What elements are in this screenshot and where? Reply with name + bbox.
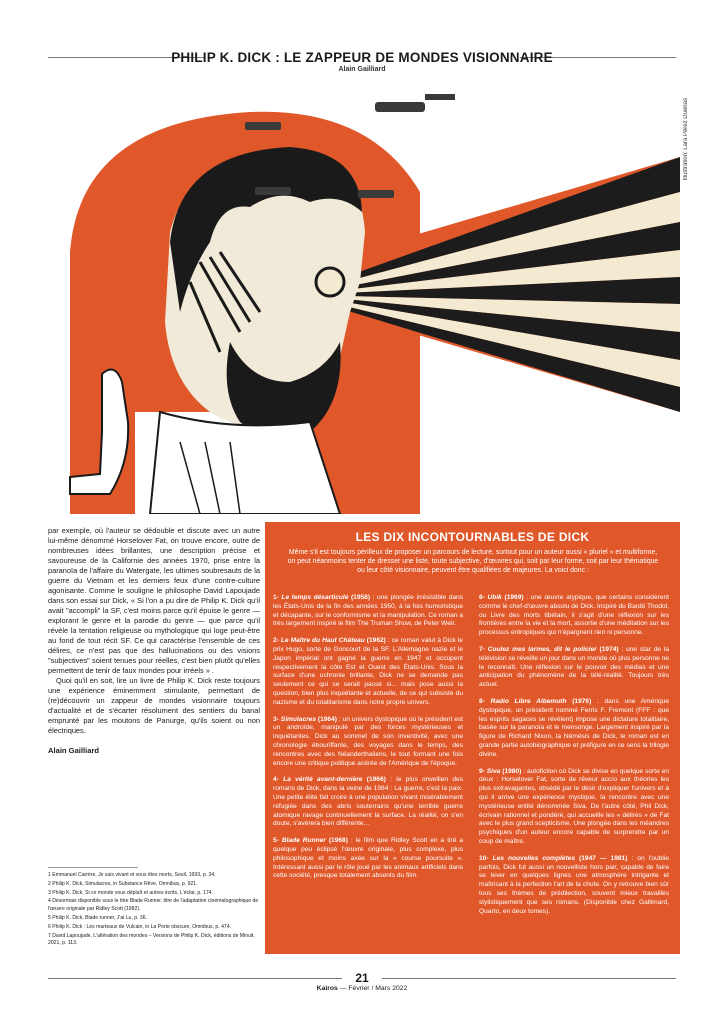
article-paragraph: Quoi qu'il en soit, lire un livre de Philip K. Dick reste toujours une expérience éminemment stimulante, permettant de (re)découvrir un zappeur de mondes visionnaire toujours d'actualité et de s'écarter résolument des sentiers du banal emprunté par les moutons de Panurge, qu'ils soient ou non électriques. (48, 676, 260, 735)
list-item: 5- Blade Runner (1968) : le film que Ridley Scott en a tiré a quelque peu éclipsé l'œuvre originale, plus complexe, plus philosophique et moins axée sur la « course poursuite ». Intéressant aussi par le rôle joué par les animaux artificiels dans cette société, presque totalement absents du film. (273, 837, 463, 880)
footnotes-rule (48, 867, 138, 868)
list-item: 10- Les nouvelles complètes (1947 — 1981) : on l'oublie parfois, Dick fut aussi un nouvelliste hors pair, capable de faire se lever en quelques lignes une atmosphère intrigante et maîtrisant à la perfection l'art de la chute. On y retrouve bien sûr tous ses thèmes de prédilection, souvent mieux travaillés stylistiquement que ses romans. (Disponible chez Gallimard, Quarto, en deux tomes). (479, 854, 669, 915)
illustration-image (40, 82, 700, 514)
box-column-left (273, 594, 463, 889)
list-item: 3- Simulacres (1964) : un univers dystopique où le président est un androïde, manipulé par des forces mystérieuses et inquiétantes. Dick au sommet de son inventivité, avec une chronologie ébouriffante, des voyages dans le temps, des rencontres avec des Néanderthaliens, le tout formant une fois encore une critique politique acérée de l'Amérique de l'époque. (273, 715, 463, 767)
portrait-shirt (150, 412, 340, 514)
article-author: Alain Gailliard (338, 66, 386, 73)
list-item: 9- Siva (1980) : autofiction où Dick se divise en quelque sorte en deux : Horselover Fat, sorte de rêveur accro aux théories les plus extravagantes, obsédé par le désir d'expliquer l'univers et à qui il arrive une expérience mystique, la rencontre avec une mystérieuse entité dénommée Siva. De l'autre côté, Phil Dick, écrivain rationnel et pondéré, qui accueille les « délires » de Fat avec le plus grand scepticisme. Une plongée dans les méandres psychiques d'un auteur encore capable de surprendre par un coup de maître. (479, 767, 669, 845)
footnote: 4 Désormais disponible sous le titre Blade Runner, titre de l'adaptation cinématographique de l'œuvre originale par Ridley Scott (1982). (48, 898, 259, 913)
footnote: 1 Emmanuel Carrère, Je suis vivant et vous êtes morts, Seuil, 1993, p. 34. (48, 872, 216, 878)
illustration-credit: Illustration: Lara Pérez Dueñas (683, 98, 689, 181)
list-item: 4- La vérité avant-dernière (1966) : le plus orwellien des romans de Dick, dans la veine de 1984 : La guerre, c'est la paix. Une petite élite fait croire à une population vivant misérablement réfugiée dans des abris souterrains qu'une terrible guerre atomique ravage continuellement la surface. La réalité, on s'en doute, s'avérera bien différente... (273, 776, 463, 828)
box-intro: Même s'il est toujours périlleux de proposer un parcours de lecture, surtout pour un auteur aussi « pluriel » et multiforme, on peut néanmoins tenter de dresser une liste, toute subjective, d'œuvres qui, soit par leur forme, soit par leur thématique ou leur côté visionnaire, peuvent être qualifiées de majeures. La voici donc : (287, 549, 659, 574)
box-column-right (479, 594, 669, 924)
footnote: 2 Philip K. Dick, Simulacres, in Substance Rêve, Omnibus, p. 921. (48, 880, 198, 887)
page-number: 21 (355, 971, 369, 985)
footnote: 6 Philip K. Dick : Les marteaux de Vulcain, in La Porte obscure, Omnibus, p. 474. (48, 923, 231, 930)
list-item: 8- Radio Libre Albemuth (1976) : dans une Amérique dystopique, un président nommé Ferris F. Fremont (FFF : que les esprits sagaces se révèlent) impose une dictature totalitaire, basée sur la paranoïa et le mensonge. Largement inspiré par la figure de Richard Nixon, la Némésis de Dick, le roman est en grande partie autobiographique et préfigure en ce sens la trilogie divine. (479, 697, 669, 758)
article-signature: Alain Gailliard (48, 746, 100, 755)
list-item: 1- Le temps désarticulé (1958) : une plongée irrésistible dans les États-Unis de la fin des années 1950, à la fois humoristique et décapante, sur le conformisme et la manipulation. Ce roman a très largement inspiré le film The Truman Show, de Peter Weir. (273, 594, 463, 628)
list-item: 2- Le Maître du Haut Château (1962) : ce roman valut à Dick le prix Hugo, sorte de Goncourt de la SF. L'Allemagne nazie et le Japon impérial ont gagné la guerre en 1947 et occupent respectivement la côte Est et Ouest des États-Unis. Sous la surface d'une uchronie brillante, Dick ne se demande pas seulement ce qui se serait passé si... mais pose aussi la question, bien plus inquiétante et actuelle, de ce qui subsiste du nazisme et du totalitarisme dans notre propre univers. (273, 637, 463, 706)
footnote: 7 David Lapoujade, L'altération des mondes – Versions de Philip K. Dick, éditions de Minuit, 2021, p. 113. (48, 932, 255, 947)
footnote: 5 Philip K. Dick, Blade runner, J'ai Lu, p. 36. (48, 914, 147, 921)
page-title: PHILIP K. DICK : LE ZAPPEUR DE MONDES VISIONNAIRE (171, 50, 553, 65)
box-title: LES DIX INCONTOURNABLES DE DICK (355, 530, 590, 544)
list-item: 6- Ubik (1969) : une œuvre atypique, que certains considèrent comme le chef-d'œuvre absolu de Dick. Inspiré du Bardö Thodol, ou Livre des morts tibétain, il s'agit d'une réflexion sur les frontières entre la vie et la mort, assortie d'une méditation sur les processus entropiques qui n'épargnent rien ni personne. (479, 594, 669, 637)
glasses-lens (316, 268, 344, 296)
footnotes (48, 872, 260, 949)
article-paragraph: par exemple, où l'auteur se dédouble et discute avec un autre lui-même dénommé Horselover Fat, on trouve encore, outre de nombreuses idées brillantes, une description précise et savoureuse de la Californie des années 1970, prise entre la paranoïa de l'affaire du Watergate, les ultimes soubresauts de la guerre du Vietnam et les derniers feux d'une contre-culture agonisante. Comme le souligne le philosophe David Lapoujade dans son essai sur Dick, « Si l'on a pu dire de Philip K. Dick qu'il avait "accompli" la SF, c'est moins parce qu'il épuise le genre — explorant le genre et la parodie du genre — que parce qu'il révèle la tentation religieuse ou mythologique qui loge peut-être au fond de tout récit SF. Ce qui caractérise l'ensemble de ces délires, ce n'est pas que des hallucinations ou des visions "subjectives" soient tenues pour réelles, c'est bien plutôt qu'elles permettent de tenir de faux mondes pour irréels » . (48, 526, 260, 675)
list-item: 7- Coulez mes larmes, dit le policier (1974) : une star de la télévision se réveille un jour dans un monde où plus personne ne le reconnaît. Une réflexion sur le pouvoir des médias et une anticipation du phénomène de la télé-réalité. Toujours très actuel. (479, 645, 669, 689)
footer-publication: Kairos — Février / Mars 2022 (316, 985, 408, 992)
footnote: 3 Philip K. Dick, Si ce monde vous déplaît et autres écrits, L'éclat, p. 174. (48, 889, 213, 896)
article-left-column (48, 526, 260, 756)
top-ten-box (265, 522, 680, 954)
